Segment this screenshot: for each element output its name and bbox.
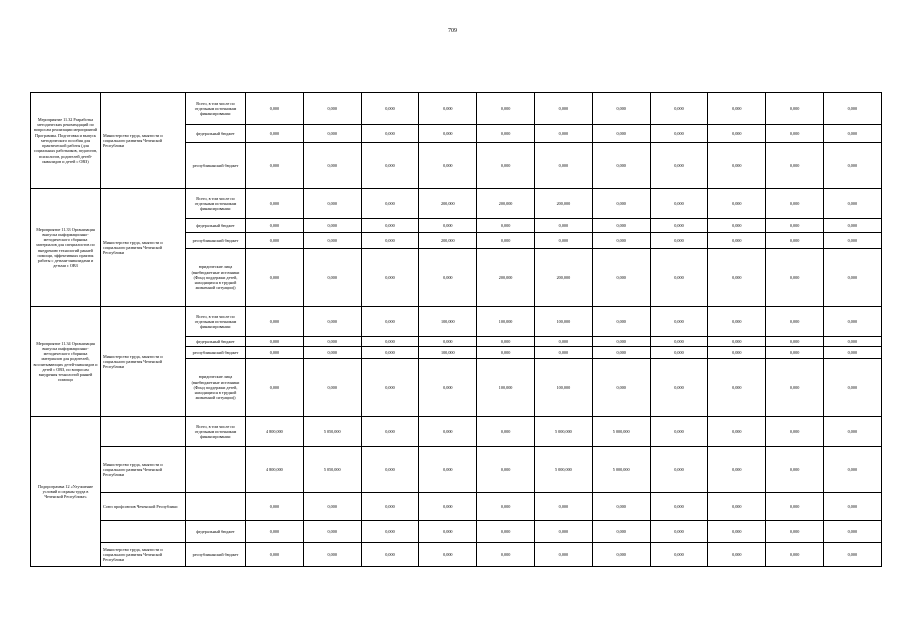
program-title-cell: Мероприятие 11.33 Организация выпуска информационно-методического сборника материалов для специалистов по внедрению технологий ранней помощи, эффективных практик работы с детьми-инвалидами и детьми с ОВЗ (31, 189, 101, 307)
amount-cell: 0,000 (303, 307, 361, 337)
amount-cell: 0,000 (361, 307, 419, 337)
amount-cell: 100,000 (477, 307, 535, 337)
funding-source-cell: Всего, в том числе по отдельным источникам финансирования: (186, 417, 246, 447)
amount-cell: 0,000 (708, 219, 766, 233)
amount-cell: 0,000 (534, 233, 592, 249)
amount-cell: 0,000 (766, 233, 824, 249)
amount-cell: 0,000 (823, 521, 881, 543)
funding-source-cell: Всего, в том числе по отдельным источникам финансирования: (186, 93, 246, 125)
amount-cell: 0,000 (708, 347, 766, 359)
amount-cell: 0,000 (766, 543, 824, 567)
funding-source-cell: юридические лица (внебюджетные источники (Фонд поддержки детей, находящихся в трудной жизненной ситуации)) (186, 359, 246, 417)
amount-cell: 0,000 (823, 543, 881, 567)
amount-cell: 0,000 (708, 189, 766, 219)
amount-cell: 0,000 (823, 143, 881, 189)
amount-cell: 0,000 (361, 521, 419, 543)
program-title-cell: Подпрограмма 12 «Улучшение условий и охраны труда в Чеченской Республике» (31, 417, 101, 567)
amount-cell: 0,000 (708, 543, 766, 567)
amount-cell: 0,000 (650, 143, 708, 189)
amount-cell: 0,000 (361, 249, 419, 307)
amount-cell: 0,000 (303, 347, 361, 359)
amount-cell: 0,000 (823, 233, 881, 249)
amount-cell: 0,000 (708, 249, 766, 307)
amount-cell: 0,000 (419, 417, 477, 447)
amount-cell: 0,000 (246, 189, 304, 219)
executor-cell: Союз профсоюзов Чеченской Республики (101, 493, 186, 521)
amount-cell: 0,000 (419, 219, 477, 233)
funding-source-cell: Всего, в том числе по отдельным источникам финансирования: (186, 307, 246, 337)
amount-cell: 5 050,000 (303, 447, 361, 493)
amount-cell: 0,000 (592, 337, 650, 347)
amount-cell: 100,000 (419, 347, 477, 359)
amount-cell: 0,000 (766, 189, 824, 219)
amount-cell: 0,000 (534, 493, 592, 521)
amount-cell: 0,000 (361, 493, 419, 521)
amount-cell: 0,000 (246, 249, 304, 307)
amount-cell: 0,000 (419, 359, 477, 417)
amount-cell: 0,000 (477, 543, 535, 567)
funding-source-cell: республиканский бюджет (186, 233, 246, 249)
funding-source-cell: федеральный бюджет (186, 521, 246, 543)
amount-cell: 0,000 (592, 493, 650, 521)
executor-cell: Министерство труда, занятости и социального развития Чеченской Республики (101, 189, 186, 307)
amount-cell: 200,000 (534, 189, 592, 219)
table-row (31, 493, 882, 521)
amount-cell: 0,000 (823, 249, 881, 307)
amount-cell: 0,000 (303, 189, 361, 219)
budget-table (30, 92, 882, 567)
amount-cell: 0,000 (534, 143, 592, 189)
amount-cell: 0,000 (477, 125, 535, 143)
amount-cell: 0,000 (592, 143, 650, 189)
amount-cell: 0,000 (477, 417, 535, 447)
amount-cell: 0,000 (708, 337, 766, 347)
funding-source-cell (186, 447, 246, 493)
amount-cell: 0,000 (303, 359, 361, 417)
amount-cell: 0,000 (708, 143, 766, 189)
amount-cell: 0,000 (766, 447, 824, 493)
amount-cell: 0,000 (766, 249, 824, 307)
amount-cell: 0,000 (708, 493, 766, 521)
amount-cell: 0,000 (592, 93, 650, 125)
amount-cell: 0,000 (592, 189, 650, 219)
amount-cell: 0,000 (534, 125, 592, 143)
amount-cell: 0,000 (361, 337, 419, 347)
executor-cell: Министерство труда, занятости и социального развития Чеченской Республики (101, 447, 186, 493)
amount-cell: 0,000 (246, 307, 304, 337)
amount-cell: 0,000 (708, 359, 766, 417)
amount-cell: 0,000 (534, 543, 592, 567)
amount-cell: 0,000 (419, 93, 477, 125)
amount-cell: 0,000 (708, 447, 766, 493)
amount-cell: 0,000 (708, 307, 766, 337)
amount-cell: 0,000 (592, 521, 650, 543)
amount-cell: 0,000 (708, 521, 766, 543)
funding-source-cell: юридические лица (внебюджетные источники (Фонд поддержки детей, находящихся в трудной жизненной ситуации)) (186, 249, 246, 307)
amount-cell: 0,000 (823, 417, 881, 447)
amount-cell: 100,000 (477, 359, 535, 417)
amount-cell: 0,000 (650, 233, 708, 249)
amount-cell: 0,000 (303, 143, 361, 189)
amount-cell: 200,000 (534, 249, 592, 307)
amount-cell: 0,000 (419, 125, 477, 143)
funding-source-cell: федеральный бюджет (186, 219, 246, 233)
amount-cell: 0,000 (592, 219, 650, 233)
amount-cell: 0,000 (592, 347, 650, 359)
amount-cell: 0,000 (534, 93, 592, 125)
amount-cell: 0,000 (246, 521, 304, 543)
amount-cell: 0,000 (303, 219, 361, 233)
amount-cell: 200,000 (477, 249, 535, 307)
amount-cell: 0,000 (303, 521, 361, 543)
amount-cell: 0,000 (303, 337, 361, 347)
amount-cell: 100,000 (534, 359, 592, 417)
amount-cell: 0,000 (246, 125, 304, 143)
amount-cell: 0,000 (246, 347, 304, 359)
amount-cell: 0,000 (419, 521, 477, 543)
executor-cell (101, 521, 186, 543)
amount-cell: 0,000 (361, 219, 419, 233)
amount-cell: 0,000 (823, 189, 881, 219)
amount-cell: 0,000 (766, 307, 824, 337)
amount-cell: 0,000 (477, 447, 535, 493)
amount-cell: 0,000 (592, 307, 650, 337)
amount-cell: 0,000 (303, 249, 361, 307)
amount-cell: 0,000 (650, 337, 708, 347)
amount-cell: 0,000 (361, 359, 419, 417)
amount-cell: 0,000 (650, 493, 708, 521)
table-row (31, 447, 882, 493)
executor-cell: Министерство труда, занятости и социального развития Чеченской Республики (101, 93, 186, 189)
amount-cell: 0,000 (708, 417, 766, 447)
executor-cell (101, 417, 186, 447)
amount-cell: 0,000 (592, 233, 650, 249)
amount-cell: 0,000 (708, 93, 766, 125)
amount-cell: 0,000 (823, 219, 881, 233)
funding-source-cell: республиканский бюджет (186, 543, 246, 567)
amount-cell: 0,000 (823, 493, 881, 521)
table-row (31, 307, 882, 337)
amount-cell: 0,000 (246, 337, 304, 347)
amount-cell: 0,000 (592, 359, 650, 417)
amount-cell: 0,000 (650, 359, 708, 417)
amount-cell: 5 000,000 (592, 447, 650, 493)
amount-cell: 0,000 (419, 249, 477, 307)
funding-source-cell: федеральный бюджет (186, 125, 246, 143)
amount-cell: 0,000 (477, 93, 535, 125)
amount-cell: 0,000 (361, 347, 419, 359)
amount-cell: 0,000 (766, 493, 824, 521)
amount-cell: 0,000 (303, 233, 361, 249)
amount-cell: 0,000 (534, 347, 592, 359)
amount-cell: 0,000 (766, 143, 824, 189)
amount-cell: 4 800,000 (246, 447, 304, 493)
program-title-cell: Мероприятие 11.34 Организация выпуска информационно-методического сборника материалов для родителей, воспитывающих детей-инвалидов и детей с ОВЗ, по вопросам внедрения технологий ранней помощи (31, 307, 101, 417)
amount-cell: 0,000 (766, 337, 824, 347)
amount-cell: 0,000 (650, 189, 708, 219)
amount-cell: 0,000 (361, 125, 419, 143)
amount-cell: 0,000 (477, 521, 535, 543)
amount-cell: 5 050,000 (303, 417, 361, 447)
amount-cell: 0,000 (246, 219, 304, 233)
amount-cell: 0,000 (361, 543, 419, 567)
amount-cell: 100,000 (534, 307, 592, 337)
program-title-cell: Мероприятие 11.32 Разработка методических рекомендаций по вопросам реализации мероприятий Программы. Подготовка и выпуск методического пособия для практической работы (для социальных работников, педагогов, психологов, родителей детей-инвалидов и детей с ОВЗ) (31, 93, 101, 189)
amount-cell: 0,000 (246, 233, 304, 249)
amount-cell: 0,000 (419, 543, 477, 567)
amount-cell: 0,000 (303, 543, 361, 567)
amount-cell: 0,000 (708, 233, 766, 249)
amount-cell: 0,000 (592, 249, 650, 307)
amount-cell: 0,000 (419, 143, 477, 189)
funding-source-cell: федеральный бюджет (186, 337, 246, 347)
funding-source-cell: республиканский бюджет (186, 347, 246, 359)
amount-cell: 200,000 (477, 189, 535, 219)
amount-cell: 100,000 (419, 307, 477, 337)
amount-cell: 0,000 (650, 417, 708, 447)
amount-cell: 0,000 (650, 447, 708, 493)
amount-cell: 0,000 (246, 493, 304, 521)
amount-cell: 0,000 (419, 447, 477, 493)
amount-cell: 200,000 (419, 233, 477, 249)
amount-cell: 0,000 (823, 359, 881, 417)
amount-cell: 0,000 (823, 307, 881, 337)
table-row (31, 93, 882, 125)
amount-cell: 0,000 (361, 233, 419, 249)
amount-cell: 5 000,000 (592, 417, 650, 447)
amount-cell: 0,000 (361, 417, 419, 447)
amount-cell: 0,000 (823, 337, 881, 347)
amount-cell: 0,000 (419, 337, 477, 347)
amount-cell: 0,000 (534, 337, 592, 347)
amount-cell: 0,000 (246, 543, 304, 567)
amount-cell: 0,000 (592, 543, 650, 567)
amount-cell: 0,000 (477, 219, 535, 233)
amount-cell: 5 000,000 (534, 447, 592, 493)
amount-cell: 0,000 (477, 233, 535, 249)
amount-cell: 0,000 (650, 249, 708, 307)
amount-cell: 0,000 (361, 447, 419, 493)
amount-cell: 0,000 (534, 521, 592, 543)
amount-cell: 0,000 (650, 307, 708, 337)
amount-cell: 0,000 (766, 359, 824, 417)
amount-cell: 0,000 (246, 93, 304, 125)
amount-cell: 0,000 (303, 125, 361, 143)
amount-cell: 0,000 (650, 521, 708, 543)
funding-source-cell: республиканский бюджет (186, 143, 246, 189)
amount-cell: 0,000 (534, 219, 592, 233)
amount-cell: 0,000 (823, 447, 881, 493)
amount-cell: 0,000 (650, 93, 708, 125)
executor-cell: Министерство труда, занятости и социального развития Чеченской Республики (101, 543, 186, 567)
amount-cell: 0,000 (823, 93, 881, 125)
amount-cell: 0,000 (361, 93, 419, 125)
amount-cell: 4 800,000 (246, 417, 304, 447)
amount-cell: 0,000 (592, 125, 650, 143)
amount-cell: 0,000 (766, 125, 824, 143)
amount-cell: 0,000 (477, 143, 535, 189)
amount-cell: 0,000 (477, 337, 535, 347)
amount-cell: 0,000 (303, 493, 361, 521)
amount-cell: 5 000,000 (534, 417, 592, 447)
amount-cell: 0,000 (823, 125, 881, 143)
amount-cell: 0,000 (246, 359, 304, 417)
amount-cell: 0,000 (708, 125, 766, 143)
amount-cell: 0,000 (823, 347, 881, 359)
amount-cell: 0,000 (650, 347, 708, 359)
amount-cell: 0,000 (766, 521, 824, 543)
amount-cell: 0,000 (650, 543, 708, 567)
funding-source-cell (186, 493, 246, 521)
amount-cell: 0,000 (477, 347, 535, 359)
amount-cell: 200,000 (419, 189, 477, 219)
table-row (31, 521, 882, 543)
amount-cell: 0,000 (361, 189, 419, 219)
table-row (31, 189, 882, 219)
funding-source-cell: Всего, в том числе по отдельным источникам финансирования: (186, 189, 246, 219)
amount-cell: 0,000 (766, 417, 824, 447)
amount-cell: 0,000 (246, 143, 304, 189)
amount-cell: 0,000 (766, 93, 824, 125)
table-row (31, 543, 882, 567)
amount-cell: 0,000 (361, 143, 419, 189)
table-row (31, 417, 882, 447)
amount-cell: 0,000 (303, 93, 361, 125)
amount-cell: 0,000 (650, 219, 708, 233)
amount-cell: 0,000 (766, 219, 824, 233)
executor-cell: Министерство труда, занятости и социального развития Чеченской Республики (101, 307, 186, 417)
amount-cell: 0,000 (650, 125, 708, 143)
amount-cell: 0,000 (419, 493, 477, 521)
amount-cell: 0,000 (477, 493, 535, 521)
amount-cell: 0,000 (766, 347, 824, 359)
page-number: 709 (448, 28, 457, 34)
